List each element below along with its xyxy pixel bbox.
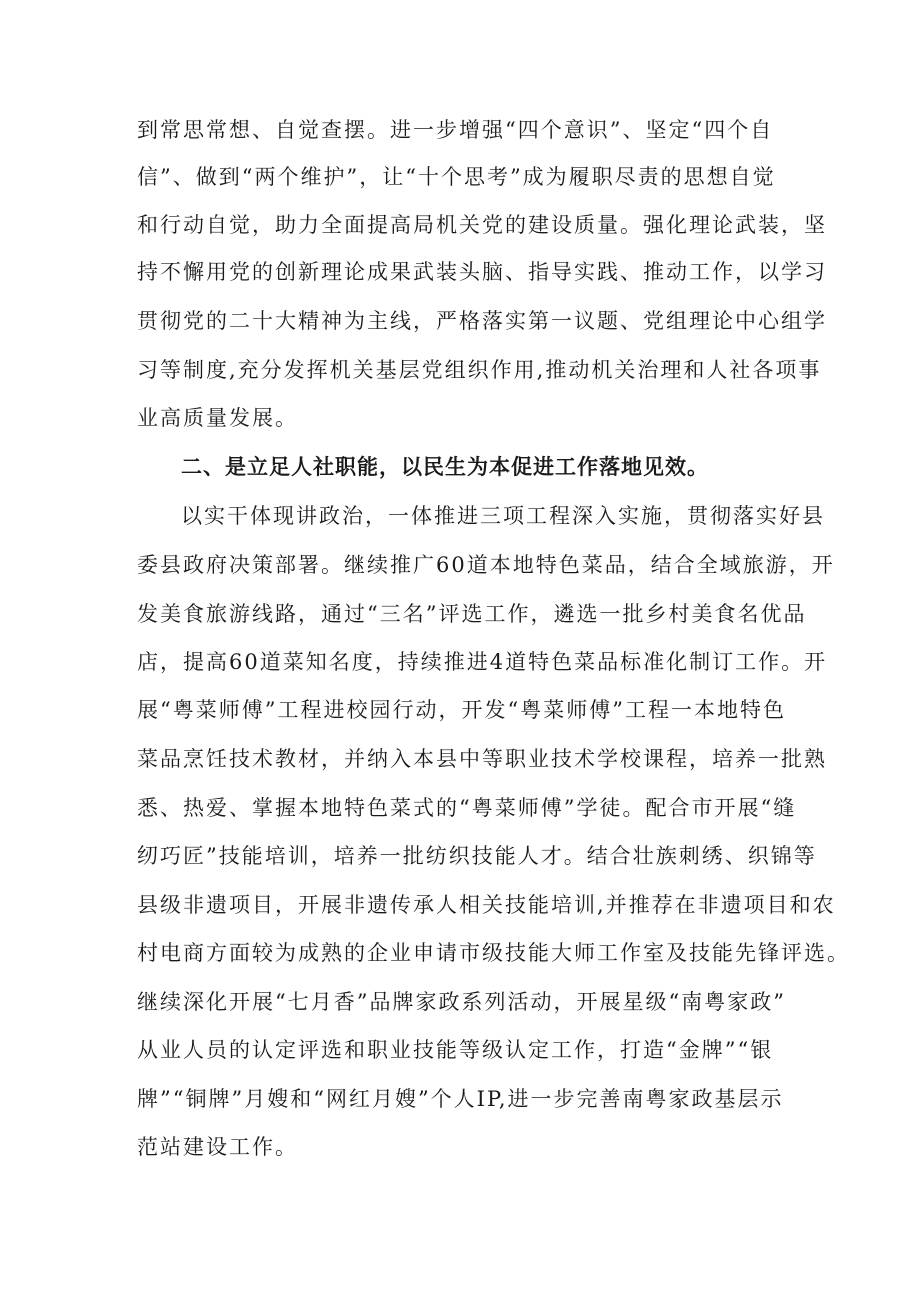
text-line: 村电商方面较为成熟的企业申请市级技能大师工作室及技能先锋评选。 [137,941,850,965]
text-line: 范站建设工作。 [137,1135,298,1159]
text-line: 到常思常想、自觉查摆。进一步增强“四个意识”、坚定“四个自 [137,118,774,142]
text-line: 贯彻党的二十大精神为主线，严格落实第一议题、党组理论中心组学 [137,309,827,333]
text-line: 悉、热爱、掌握本地特色菜式的“粤菜师傅”学徒。配合市开展“缝 [137,796,797,820]
text-line: 从业人员的认定评选和职业技能等级认定工作，打造“金牌”“银 [137,1038,774,1062]
text-line: 纫巧匠”技能培训，培养一批纺织技能人才。结合壮族刺绣、织锦等 [137,844,817,868]
section-heading: 二、是立足人社职能，以民生为本促进工作落地见效。 [181,455,709,479]
text-line: 习等制度,充分发挥机关基层党组织作用,推动机关治理和人社各项事 [137,358,822,382]
text-line: 以实干体现讲政治，一体推进三项工程深入实施，贯彻落实好县 [181,504,825,528]
text-line: 发美食旅游线路，通过“三名”评选工作，遴选一批乡村美食名优品 [137,602,807,626]
text-line: 继续深化开展“七月香”品牌家政系列活动，开展星级“南粤家政” [137,990,786,1014]
text-line: 业高质量发展。 [137,406,298,430]
text-line: 县级非遗项目，开展非遗传承人相关技能培训,并推荐在非遗项目和农 [137,893,836,917]
text-line: 菜品烹饪技术教材，并纳入本县中等职业技术学校课程，培养一批熟 [137,747,827,771]
text-line: 和行动自觉，助力全面提高局机关党的建设质量。强化理论武装，坚 [137,213,827,237]
text-line: 牌”“铜牌”月嫂和“网红月嫂”个人IP,进一步完善南粤家政基层示 [137,1087,784,1111]
text-line: 店，提高60道菜知名度，持续推进4道特色菜品标准化制订工作。开 [137,650,828,674]
text-line: 信”、做到“两个维护”，让“十个思考”成为履职尽责的思想自觉 [137,165,776,189]
text-line: 展“粤菜师傅”工程进校园行动，开发“粤菜师傅”工程一本地特色 [137,698,786,722]
text-line: 委县政府决策部署。继续推广60道本地特色菜品，结合全域旅游，开 [137,553,835,577]
text-line: 持不懈用党的创新理论成果武装头脑、指导实践、推动工作，以学习 [137,260,827,284]
